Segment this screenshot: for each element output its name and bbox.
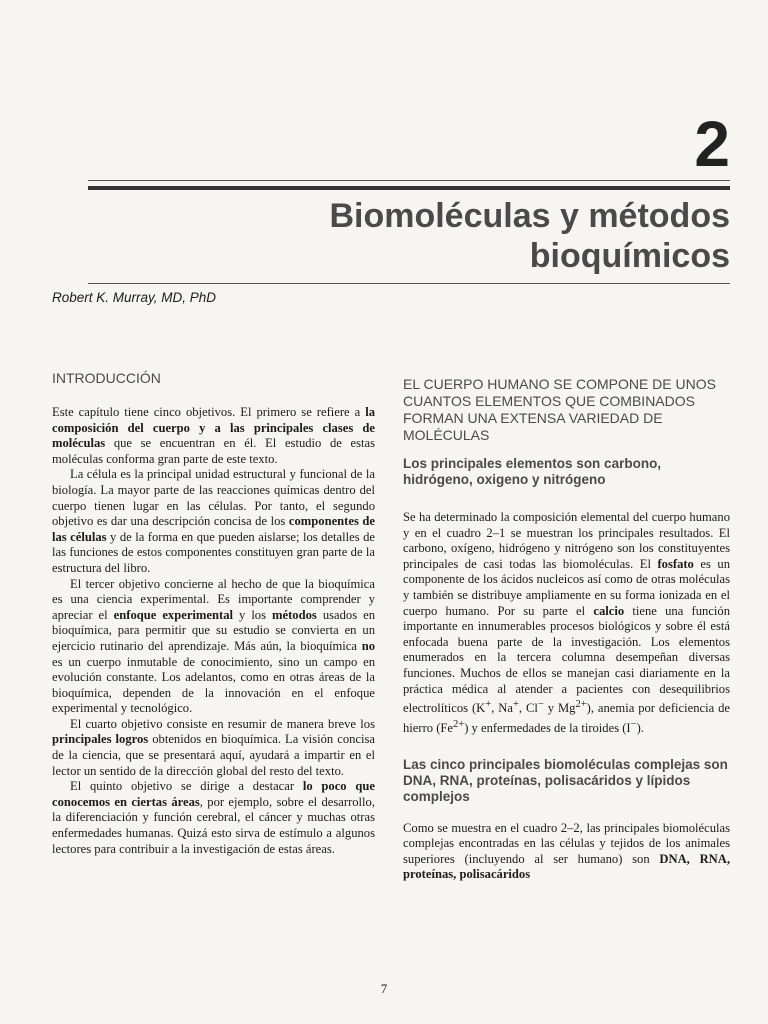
paragraph: La célula es la principal unidad estructural y funcional de la biología. La mayor parte de las reacciones químicas dentro del cuerpo tienen lugar en las células. Por tanto, el segundo objetivo es dar una descripción concisa de los componentes de las células y de la forma en que pueden aislarse; los detalles de las funciones de estos componentes constituyen gran parte de la estructura del libro.: [52, 467, 376, 575]
subheading-elementos: Los principales elementos son carbono, hidrógeno, oxigeno y nitrógeno: [403, 456, 662, 487]
left-column: [52, 370, 375, 857]
header-rule: [88, 186, 730, 190]
page-number: 7: [380, 981, 388, 996]
author: Robert K. Murray, MD, PhD: [52, 290, 217, 305]
right-column: [403, 376, 730, 883]
paragraph: Se ha determinado la composición elemental del cuerpo humano y en el cuadro 2–1 se muestran los principales resultados. El carbono, oxígeno, hidrógeno y nitrógeno son los constituyentes principales de casi todas las biomoléculas. El fosfato es un componente de los ácidos nucleicos así como de otras moléculas y también se distribuye ampliamente en su forma ionizada en el cuerpo humano. Por su parte el calcio tiene una función importante en innumerables procesos biológicos y sobre él está enfocada buena parte de la investigación. Los elementos enumerados en la tercera columna desempeñan diversas funciones. Muchos de ellos se manejan casi diariamente en la práctica médica al atender a pacientes con desequilibrios electrolíticos (K+, Na+, Cl− y $Mg^{2+}$), anemia por deficiencia de hierro $(Fe^{2+})$ y enfermedades de la tiroides (I−).: [403, 510, 731, 736]
header-rule-thin: [88, 180, 730, 181]
paragraph: El tercer objetivo concierne al hecho de que la bioquímica es una ciencia experimental. Es importante comprender y apreciar el enfoque experimental y los métodos usados en bioquímica, para permitir que su estudio se convierta en un ejercicio rutinario del aprendizaje. Más aún, la bioquímica no es un cuerpo inmutable de conocimiento, sino un campo en evolución constante. Los adelantos, como en otras áreas de la bioquímica, dependen de la innovación en el enfoque experimental y tecnológico.: [52, 576, 375, 716]
section-heading-introduccion: INTRODUCCIÓN: [52, 370, 161, 386]
title-rule: [88, 283, 730, 284]
section-heading-cuerpo-humano: EL CUERPO HUMANO SE COMPONE DE UNOS CUANTOS ELEMENTOS QUE COMBINADOS FORMAN UNA EXTENSA VARIEDAD DE MOLÉCULAS: [403, 376, 716, 443]
chapter-number: 2: [694, 108, 730, 180]
paragraph: Este capítulo tiene cinco objetivos. El primero se refiere a la composición del cuerpo y a las principales clases de moléculas que se encuentran en él. El estudio de estas moléculas conforma gran parte de este texto.: [52, 405, 375, 466]
paragraph: El quinto objetivo se dirige a destacar lo poco que conocemos en ciertas áreas, por ejemplo, sobre el desarrollo, la diferenciación y función cerebral, el cáncer y muchas otras enfermedades humanas. Quizá esto sirva de estímulo a algunos lectores para contribuir a la investigación de estas áreas.: [52, 779, 376, 856]
paragraph: El cuarto objetivo consiste en resumir de manera breve los principales logros obtenidos en bioquímica. La visión concisa de la ciencia, que se presentará aquí, ayudará a impartir en el lector un sentido de la dirección global del resto del texto.: [52, 716, 375, 778]
chapter-title-line2: bioquímicos: [529, 237, 730, 275]
subheading-biomoleculas: Las cinco principales biomoléculas complejas son DNA, RNA, proteínas, polisacáridos y lípidos complejos: [403, 756, 728, 804]
chapter-title: [329, 196, 730, 276]
chapter-title-line1: Biomoléculas y métodos: [329, 197, 730, 235]
paragraph: Como se muestra en el cuadro 2–2, las principales biomoléculas complejas encontradas en las células y tejidos de los animales superiores (incluyendo al ser humano) son DNA, RNA, proteínas, polisacáridos: [403, 820, 730, 882]
